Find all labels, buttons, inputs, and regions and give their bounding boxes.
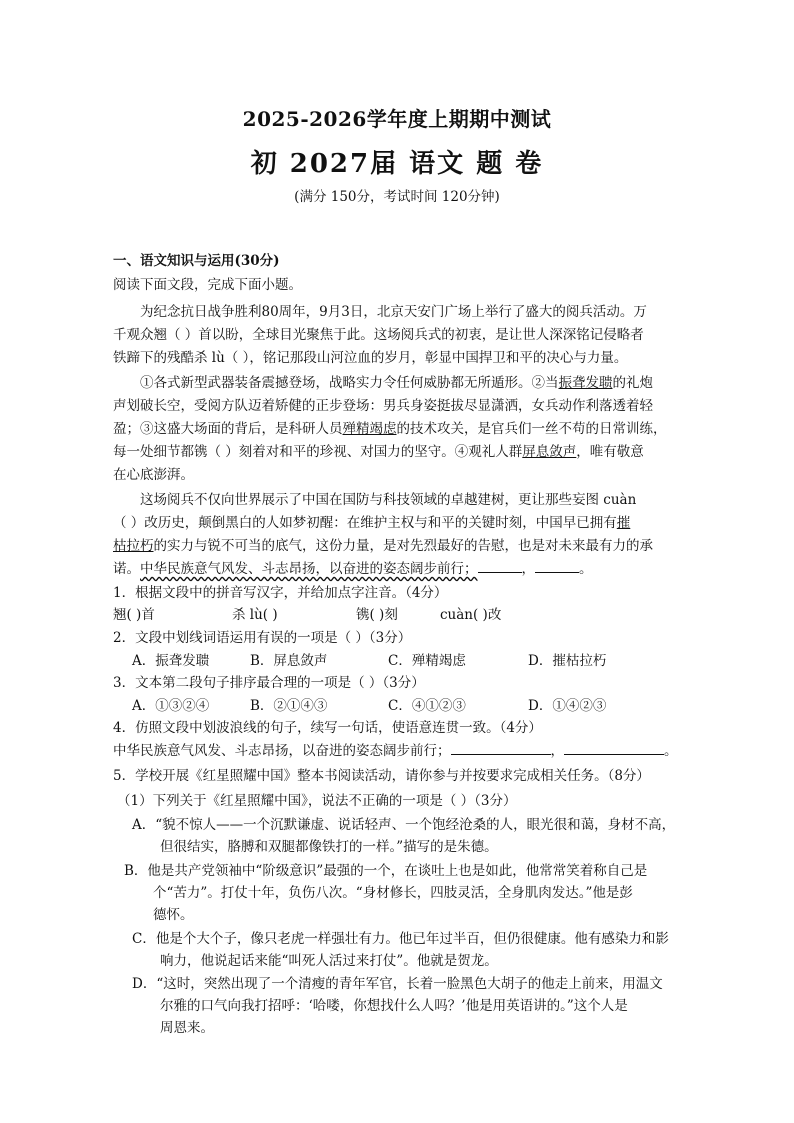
question-5: 5．学校开展《红星照耀中国》整本书阅读活动，请你参与并按要求完成相关任务。（8分） xyxy=(113,768,650,784)
q2-option: C．殚精竭虑 xyxy=(388,653,466,669)
q5-option-b: 个“苦力”。打仗十年，负伤八次。“身材修长，四肢灵活，全身肌肉发达。”他是彭 xyxy=(153,885,633,901)
underlined-word: 振聋发聩 xyxy=(558,375,613,391)
passage-line: 枯拉朽的实力与锐不可当的底气，这份力量，是对先烈最好的告慰，也是对未来最有力的承 xyxy=(113,538,653,554)
question-3: 3．文本第二段句子排序最合理的一项是（ ）（3分） xyxy=(113,675,425,691)
instruction: 阅读下面文段，完成下面小题。 xyxy=(113,277,302,293)
q5-option-c: 响力，他说起话来能“叫死人活过来打仗”。他就是贺龙。 xyxy=(160,953,498,969)
underlined-word: 殚精竭虑 xyxy=(342,421,397,437)
q5-option-c: C．他是个大个子，像只老虎一样强壮有力。他已年过半百，但仍很健康。他有感染力和影 xyxy=(132,931,669,947)
q5-option-a: A．“貌不惊人——一个沉默谦虚、说话轻声、一个饱经沧桑的人，眼光很和蔼，身材不高， xyxy=(132,817,676,833)
passage-line: 千观众翘（ ）首以盼，全球目光聚焦于此。这场阅兵式的初衷，是让世人深深铭记侵略者 xyxy=(113,327,644,343)
answer-blank xyxy=(451,740,551,755)
question-5-1: （1）下列关于《红星照耀中国》，说法不正确的一项是（ ）（3分） xyxy=(117,793,517,809)
question-1: 1．根据文段中的拼音写汉字，并给加点字注音。（4分） xyxy=(113,585,448,601)
passage-line: 每一处细节都镌（ ）刻着对和平的珍视、对国力的坚守。④观礼人群屏息敛声，唯有敬意 xyxy=(113,444,644,460)
q4-answer-line: 中华民族意气风发、斗志昂扬，以奋进的姿态阔步前行； ， 。 xyxy=(113,740,678,762)
q3-option: B．②①④③ xyxy=(250,698,328,714)
paper-title: 初 2027届 语文 题 卷 xyxy=(250,149,544,179)
passage-line: 在心底澎湃。 xyxy=(113,467,194,483)
answer-blank xyxy=(564,740,664,755)
q1-answer: 镌( )刻 xyxy=(356,607,398,623)
q3-option: C．④①②③ xyxy=(388,698,466,714)
q5-option-d: 周恩来。 xyxy=(160,1020,214,1036)
exam-title: 2025-2026学年度上期期中测试 xyxy=(242,107,552,131)
answer-blank xyxy=(478,558,522,573)
question-2: 2．文段中划线词语运用有误的一项是（ ）（3分） xyxy=(113,630,412,646)
passage-line: 为纪念抗日战争胜利80周年，9月3日，北京天安门广场上举行了盛大的阅兵活动。万 xyxy=(140,304,647,320)
q2-option: D．摧枯拉朽 xyxy=(528,653,607,669)
underlined-word: 摧 xyxy=(616,515,631,531)
q5-option-b: 德怀。 xyxy=(153,907,194,923)
q5-option-d: 尔雅的口气向我打招呼：‘哈喽，你想找什么人吗？’他是用英语讲的。”这个人是 xyxy=(160,998,628,1014)
underlined-word: 枯拉朽 xyxy=(113,538,154,554)
q1-answer: 杀 lù( ) xyxy=(232,607,278,623)
q3-option: A．①③②④ xyxy=(132,698,210,714)
passage-line: 铁蹄下的残酷杀 lù（ ），铭记那段山河泣血的岁月，彰显中国捍卫和平的决心与力量。 xyxy=(113,350,628,366)
q5-option-b: B．他是共产党领袖中“阶级意识”最强的一个，在谈吐上也是如此，他常常笑着称自己是 xyxy=(124,863,648,879)
passage-line: ①各式新型武器装备震撼登场，战略实力令任何威胁都无所遁形。②当振聋发聩的礼炮 xyxy=(140,375,653,391)
passage-line: 这场阅兵不仅向世界展示了中国在国防与科技领域的卓越建树，更让那些妄图 cuàn xyxy=(140,492,637,508)
exam-info: (满分 150分，考试时间 120分钟) xyxy=(294,189,500,205)
q3-option: D．①④②③ xyxy=(528,698,607,714)
q5-option-d: D．“这时，突然出现了一个清瘦的青年军官，长着一脸黑色大胡子的他走上前来，用温文 xyxy=(132,976,663,992)
q2-option: B．屏息敛声 xyxy=(250,653,328,669)
passage-line: 盈；③这盛大场面的背后，是科研人员殚精竭虑的技术攻关，是官兵们一丝不苟的日常训练， xyxy=(113,421,667,437)
q1-answer: 翘( )首 xyxy=(113,607,155,623)
passage-line: 声划破长空，受阅方队迈着矫健的正步登场：男兵身姿挺拔尽显潇洒，女兵动作利落透着轻 xyxy=(113,398,653,414)
passage-line: （ ）改历史，颠倒黑白的人如梦初醒：在维护主权与和平的关键时刻，中国早已拥有摧 xyxy=(113,515,631,531)
passage-line: 诺。中华民族意气风发、斗志昂扬，以奋进的姿态阔步前行； ， 。 xyxy=(113,558,593,580)
section-heading: 一、语文知识与运用(30分) xyxy=(113,253,280,269)
wavy-underlined-sentence: 中华民族意气风发、斗志昂扬，以奋进的姿态阔步前行； xyxy=(140,561,478,577)
answer-blank xyxy=(535,558,579,573)
q5-option-a: 但很结实，胳膊和双腿都像铁打的一样。”描写的是朱德。 xyxy=(160,839,498,855)
q2-option: A．振聋发聩 xyxy=(132,653,210,669)
q1-answer: cuàn( )改 xyxy=(440,607,502,623)
underlined-word: 屏息敛声 xyxy=(522,444,577,460)
question-4: 4．仿照文段中划波浪线的句子，续写一句话，使语意连贯一致。（4分） xyxy=(113,720,542,736)
